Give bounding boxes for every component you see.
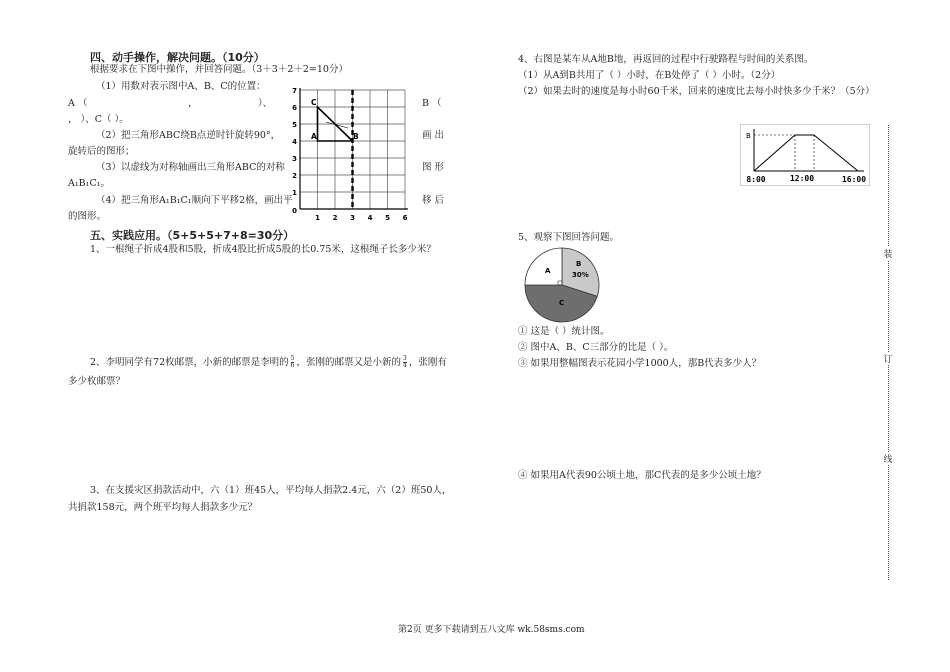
chart-x-label: 16:00 (841, 175, 867, 184)
q1-a-open: A （ (68, 98, 88, 109)
problem-2-text-a: 2、李明同学有72枚邮票，小新的邮票是李明的 (90, 357, 289, 368)
y-tick: 3 (292, 155, 297, 163)
q5-sub4: ④ 如果用A代表90公顷土地，那C代表的是多少公顷土地？ (518, 470, 766, 481)
problem-2-line1 (90, 356, 447, 369)
q3-right: 图 形 (422, 162, 445, 173)
x-tick: 2 (332, 214, 338, 222)
q4-right: 移 后 (422, 195, 445, 206)
page-footer: 第2页 更多下载请到五八文库 wk.58sms.com (398, 625, 585, 635)
q3-line2: A₁B₁C₁。 (68, 178, 111, 189)
q1-a-close: ）、 (258, 98, 273, 109)
section4-intro: 根据要求在下图中操作，并回答问题。（3＋3＋2＋2=10分） (90, 64, 348, 75)
chart-x-label: 12:00 (789, 174, 815, 183)
x-tick: 1 (315, 214, 320, 222)
distance-time-chart (740, 124, 870, 186)
q4-sub2: （2）如果去时的速度是每小时60千米，回来的速度比去每小时快多少千米？（5分） (518, 86, 875, 97)
x-tick: 3 (350, 214, 355, 222)
pie-chart (517, 245, 612, 325)
fraction-numerator: 5 (290, 355, 295, 362)
pie-label-c: C (559, 299, 565, 307)
vertex-a-label: A (311, 132, 317, 141)
problem-3-line2: 共捐款158元，两个班平均每人捐款多少元？ (68, 502, 258, 513)
problem-2-line2: 多少枚邮票？ (68, 376, 126, 387)
q5-sub3: ③ 如果用整幅图表示花园小学1000人，那B代表多少人？ (518, 358, 762, 369)
problem-1: 1、一根绳子折成4股和5股，折成4股比折成5股的长0.75米，这根绳子长多少米？ (90, 244, 436, 255)
y-tick: 6 (292, 104, 297, 112)
binding-char: 订 (882, 352, 894, 365)
q4-title: 4、右图是某车从A地B地，再返回的过程中行驶路程与时间的关系图。 (518, 54, 814, 65)
y-tick: 0 (292, 207, 297, 215)
fraction-denominator: 4 (402, 362, 407, 369)
q1-a-comma: ， (188, 98, 198, 109)
q1-line1: （1）用数对表示图中A、B、C的位置： (96, 81, 266, 92)
y-tick: 4 (292, 138, 297, 146)
chart-x-label: 8:00 (746, 175, 766, 184)
coordinate-grid (286, 84, 414, 224)
pie-label-a: A (545, 267, 551, 275)
fraction-5-6 (291, 356, 295, 369)
problem-2-text-b: ，张刚的邮票又是小新的 (296, 357, 401, 368)
q1-b-open: B （ (422, 98, 442, 109)
q4-line2: 的图形。 (68, 211, 107, 222)
q2-line2: 旋转后的图形； (68, 146, 135, 157)
x-tick: 5 (385, 214, 390, 222)
q4-line1: （4）把三角形A₁B₁C₁顺向下平移2格，画出平 (96, 195, 293, 206)
pie-slice-a (525, 248, 562, 285)
fraction-denominator: 6 (290, 362, 295, 369)
pie-label-b: B (576, 260, 582, 268)
q4-sub1: （1）从A到B共用了（ ）小时，在B处停了（ ）小时。（2分） (518, 70, 781, 81)
y-tick: 1 (292, 189, 297, 197)
fraction-numerator: 3 (402, 355, 407, 362)
section4-title: 四、动手操作，解决问题。（10分） (90, 51, 265, 64)
problem-2-text-c: ，张刚有 (408, 357, 447, 368)
q5-sub2: ② 图中A、B、C三部分的比是（ ）。 (518, 342, 674, 353)
y-tick: 2 (292, 172, 297, 180)
binding-char: 装 (882, 247, 894, 260)
q1-line3: ， ）、C（ ）。 (68, 114, 129, 125)
q2-line1: （2）把三角形ABC绕B点逆时针旋转90°， (96, 130, 281, 141)
binding-char: 线 (882, 452, 894, 465)
q2-right: 画 出 (422, 130, 445, 141)
y-tick: 7 (292, 87, 297, 95)
y-tick: 5 (292, 121, 297, 129)
chart-y-label-b: B (746, 132, 751, 140)
vertex-b-label: B (353, 132, 359, 141)
q5-title: 5、观察下图回答问题。 (518, 232, 620, 243)
fraction-3-4 (403, 356, 407, 369)
section5-title: 五、实践应用。（5+5+5+7+8=30分） (90, 229, 295, 242)
problem-3-line1: 3、在支援灾区捐款活动中，六（1）班45人，平均每人捐款2.4元，六（2）班50人， (90, 485, 452, 496)
pie-label-b-percent: 30% (572, 271, 589, 279)
vertex-c-label: C (311, 98, 317, 107)
x-tick: 4 (367, 214, 373, 222)
q5-sub1: ① 这是（ ）统计图。 (518, 326, 610, 337)
x-tick: 6 (402, 214, 408, 222)
q3-line1: （3）以虚线为对称轴画出三角形ABC的对称 (96, 162, 285, 173)
